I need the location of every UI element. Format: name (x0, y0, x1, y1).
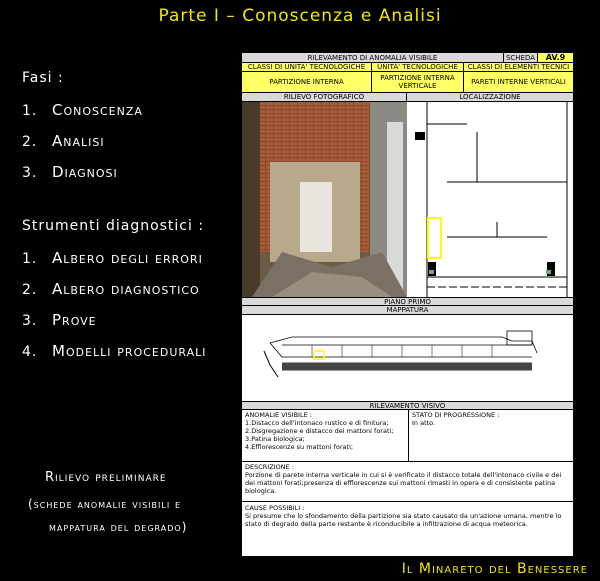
col1-head: CLASSI DI UNITA' TECNOLOGICHE (242, 63, 372, 71)
anomalie-item: 1.Distacco dell'intonaco rustico e di finitura; (245, 419, 389, 427)
visivo-label: RILEVAMENTO VISIVO (242, 402, 573, 409)
strumenti-item-2 (22, 280, 200, 298)
rilievo-line-3: mappatura del degrado) (49, 520, 188, 534)
col3-val: PARETI INTERNE VERTICALI (464, 72, 573, 92)
mappatura-row (242, 306, 573, 315)
col1-val: PARTIZIONE INTERNA (242, 72, 372, 92)
fasi-item-3 (22, 163, 118, 181)
stato-content (409, 410, 573, 428)
cause-content (242, 503, 573, 529)
scheda-value: AV.9 (538, 53, 573, 62)
foto-label: RILIEVO FOTOGRAFICO (242, 93, 407, 101)
visivo-row (242, 401, 573, 410)
anomalie-item: 2.Disgregazione e distacco dei mattoni forati; (245, 427, 394, 435)
sheet-header: RILEVAMENTO DI ANOMALIA VISIBILE (242, 53, 504, 62)
fasi-num: 1. (22, 103, 38, 119)
fasi-label: Conoscenza (52, 101, 143, 119)
descr-head: DESCRIZIONE : (245, 463, 294, 471)
strumenti-heading: Strumenti diagnostici : (22, 218, 205, 234)
rilievo-line-1: Rilievo preliminare (45, 470, 167, 485)
fasi-label: Diagnosi (52, 163, 118, 181)
strumenti-item-4 (22, 342, 206, 360)
anomalie-content (242, 410, 409, 452)
photo-head-row (242, 93, 573, 102)
col3-head: CLASSI DI ELEMENTI TECNICI (464, 63, 573, 71)
fasi-item-1 (22, 101, 143, 119)
strumenti-item-3 (22, 311, 97, 329)
localization-plan (407, 102, 573, 297)
col2-val: PARTIZIONE INTERNA VERTICALE (372, 72, 464, 92)
sheet-header-row (242, 52, 573, 63)
anomaly-sheet (242, 52, 573, 556)
stato-head: STATO DI PROGRESSIONE : (412, 411, 500, 419)
piano-row (242, 297, 573, 306)
strumenti-num: 2. (22, 282, 38, 298)
anomalie-item: 4.Efflorescenze su mattoni forati; (245, 443, 354, 451)
anomalie-item: 3.Patina biologica; (245, 435, 305, 443)
fasi-num: 2. (22, 134, 38, 150)
descr-text: Porzione di parete interna verticale in cui si è verificato il distacco totale dell'intonaco civile e dei dei mattoni forati;presenza di efflorescenze sui mattoni rimasti in opera e di consistente patina biologica. (245, 471, 562, 495)
col2-head: UNITA' TECNOLOGICHE (372, 63, 464, 71)
classes-val-row (242, 72, 573, 93)
strumenti-num: 1. (22, 251, 38, 267)
strumenti-label: Albero diagnostico (52, 280, 200, 298)
scheda-label: SCHEDA (504, 53, 538, 62)
rilievo-line-2: (schede anomalie visibili e (28, 497, 182, 511)
footer-brand: Il Minareto del Benessere (401, 561, 588, 577)
mappatura-label: MAPPATURA (242, 306, 573, 314)
anomalie-head: ANOMALIE VISIBILE : (245, 411, 312, 419)
strumenti-num: 4. (22, 344, 38, 360)
stato-value: In atto. (412, 419, 436, 427)
page-title: Parte I – Conoscenza e Analisi (158, 6, 442, 26)
fasi-heading: Fasi : (22, 70, 64, 86)
cause-text: Si presume che lo sfondamento della partizione sia stato causato da un'azione umana, mentre lo stato di degrado della parte restante è riconducibile a infiltrazione di acqua meteorica. (245, 512, 562, 528)
classes-head-row (242, 63, 573, 72)
fasi-label: Analisi (52, 132, 105, 150)
mapping-section (242, 315, 573, 401)
anomaly-photo (242, 102, 407, 297)
descr-content (242, 462, 573, 496)
piano-label: PIANO PRIMO (242, 298, 573, 305)
strumenti-label: Modelli procedurali (52, 342, 207, 360)
strumenti-num: 3. (22, 313, 38, 329)
cause-head: CAUSE POSSIBILI : (245, 504, 305, 512)
strumenti-label: Prove (52, 311, 97, 329)
loc-label: LOCALIZZAZIONE (407, 93, 573, 101)
fasi-num: 3. (22, 165, 38, 181)
strumenti-item-1 (22, 249, 203, 267)
strumenti-label: Albero degli errori (52, 249, 203, 267)
fasi-item-2 (22, 132, 105, 150)
